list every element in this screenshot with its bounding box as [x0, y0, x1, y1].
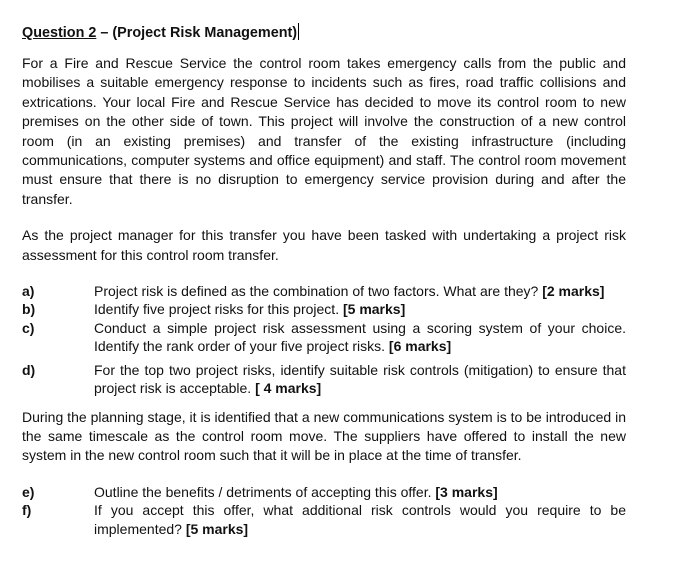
item-text — [94, 319, 626, 356]
item-marks: [2 marks] — [542, 283, 605, 300]
item-label: d) — [22, 361, 36, 378]
item-label: a) — [22, 283, 35, 300]
item-marks: [6 marks] — [388, 338, 452, 355]
item-question: Identify five project risks for this project. — [94, 301, 343, 318]
question-number: Question 2 — [22, 25, 97, 41]
item-text — [94, 361, 626, 398]
item-marks: [3 marks] — [435, 483, 498, 500]
item-marks: [5 marks] — [185, 520, 249, 537]
question-list-2 — [22, 483, 626, 538]
item-marks: [5 marks] — [342, 301, 406, 318]
item-question: Outline the benefits / detriments of accepting this offer. — [94, 483, 436, 500]
item-label: b) — [22, 301, 36, 318]
item-text — [94, 501, 626, 538]
list-item-a — [22, 282, 626, 300]
planning-paragraph: During the planning stage, it is identified that a new communications system is to be introduced in the same timescale as the control room move. The suppliers have offered to install the new system in the new control room such that it will be in place at the time of transfer. — [22, 408, 626, 464]
document-page — [22, 22, 626, 548]
task-paragraph: As the project manager for this transfer you have been tasked with undertaking a project risk assessment for this control room transfer. — [22, 227, 626, 263]
item-text — [94, 483, 626, 501]
list-item-d — [22, 361, 626, 398]
item-question: For the top two project risks, identify suitable risk controls (mitigation) to ensure that project risk is acceptable. — [94, 361, 626, 397]
item-text — [94, 282, 626, 300]
question-heading — [22, 22, 626, 44]
text-cursor — [298, 23, 299, 40]
list-item-c — [22, 319, 626, 356]
item-label: f) — [22, 502, 32, 519]
question-list-1 — [22, 282, 626, 397]
intro-paragraph: For a Fire and Rescue Service the control room takes emergency calls from the public and mobilises a suitable emergency response to incidents such as fires, road traffic collisions and extrications. Your local Fire and Rescue Service has decided to move its control room to new premises on the other side of town. This project will involve the construction of a new control room (in an existing premises) and transfer of the existing infrastructure (including communications, computer systems and office equipment) and staff. The control room movement must ensure that there is no disruption to emergency service provision during and after the transfer. — [22, 55, 626, 207]
item-marks: [ 4 marks] — [255, 380, 322, 397]
item-question: Conduct a simple project risk assessment using a scoring system of your choice. Identify the rank order of your five project risks. — [94, 319, 626, 355]
list-item-e — [22, 483, 626, 501]
item-question: If you accept this offer, what additional risk controls would you require to be implemented? — [94, 502, 626, 537]
item-question: Project risk is defined as the combination of two factors. What are they? — [94, 283, 543, 300]
item-text — [94, 300, 626, 318]
item-label: c) — [22, 319, 35, 336]
list-item-f — [22, 501, 626, 538]
question-title: – (Project Risk Management) — [96, 25, 298, 41]
list-item-b — [22, 300, 626, 318]
item-label: e) — [22, 483, 35, 500]
